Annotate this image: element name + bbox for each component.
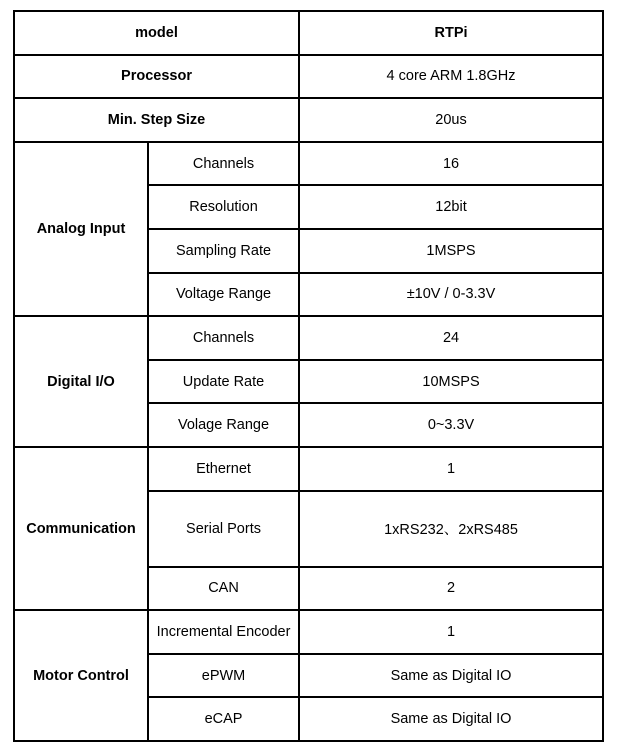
min-step-value: 20us <box>299 98 603 142</box>
min-step-row <box>14 98 603 142</box>
spec-name: Channels <box>148 316 299 360</box>
spec-value: 1xRS232、2xRS485 <box>299 491 603 567</box>
spec-value: 1 <box>299 447 603 491</box>
spec-value: 12bit <box>299 185 603 229</box>
spec-value: Same as Digital IO <box>299 654 603 698</box>
table-row <box>14 142 603 186</box>
spec-name: Sampling Rate <box>148 229 299 273</box>
spec-name: Volage Range <box>148 403 299 447</box>
spec-value: 0~3.3V <box>299 403 603 447</box>
spec-value: 1MSPS <box>299 229 603 273</box>
spec-name: Voltage Range <box>148 273 299 317</box>
spec-name: Incremental Encoder <box>148 610 299 654</box>
table-row <box>14 447 603 491</box>
spec-value: 10MSPS <box>299 360 603 404</box>
spec-value: ±10V / 0-3.3V <box>299 273 603 317</box>
processor-value: 4 core ARM 1.8GHz <box>299 55 603 99</box>
analog-input-label: Analog Input <box>14 142 148 316</box>
header-label: model <box>14 11 299 55</box>
communication-label: Communication <box>14 447 148 610</box>
spec-name: Update Rate <box>148 360 299 404</box>
processor-label: Processor <box>14 55 299 99</box>
min-step-label: Min. Step Size <box>14 98 299 142</box>
spec-value: 1 <box>299 610 603 654</box>
spec-name: Ethernet <box>148 447 299 491</box>
header-row <box>14 11 603 55</box>
table-row <box>14 316 603 360</box>
spec-value: 16 <box>299 142 603 186</box>
spec-name: Resolution <box>148 185 299 229</box>
spec-value: 24 <box>299 316 603 360</box>
spec-table <box>13 10 604 742</box>
spec-name: CAN <box>148 567 299 611</box>
table-row <box>14 610 603 654</box>
spec-name: Serial Ports <box>148 491 299 567</box>
motor-control-label: Motor Control <box>14 610 148 741</box>
digital-io-label: Digital I/O <box>14 316 148 447</box>
spec-name: ePWM <box>148 654 299 698</box>
processor-row <box>14 55 603 99</box>
spec-value: Same as Digital IO <box>299 697 603 741</box>
header-value: RTPi <box>299 11 603 55</box>
spec-name: eCAP <box>148 697 299 741</box>
spec-name: Channels <box>148 142 299 186</box>
spec-value: 2 <box>299 567 603 611</box>
